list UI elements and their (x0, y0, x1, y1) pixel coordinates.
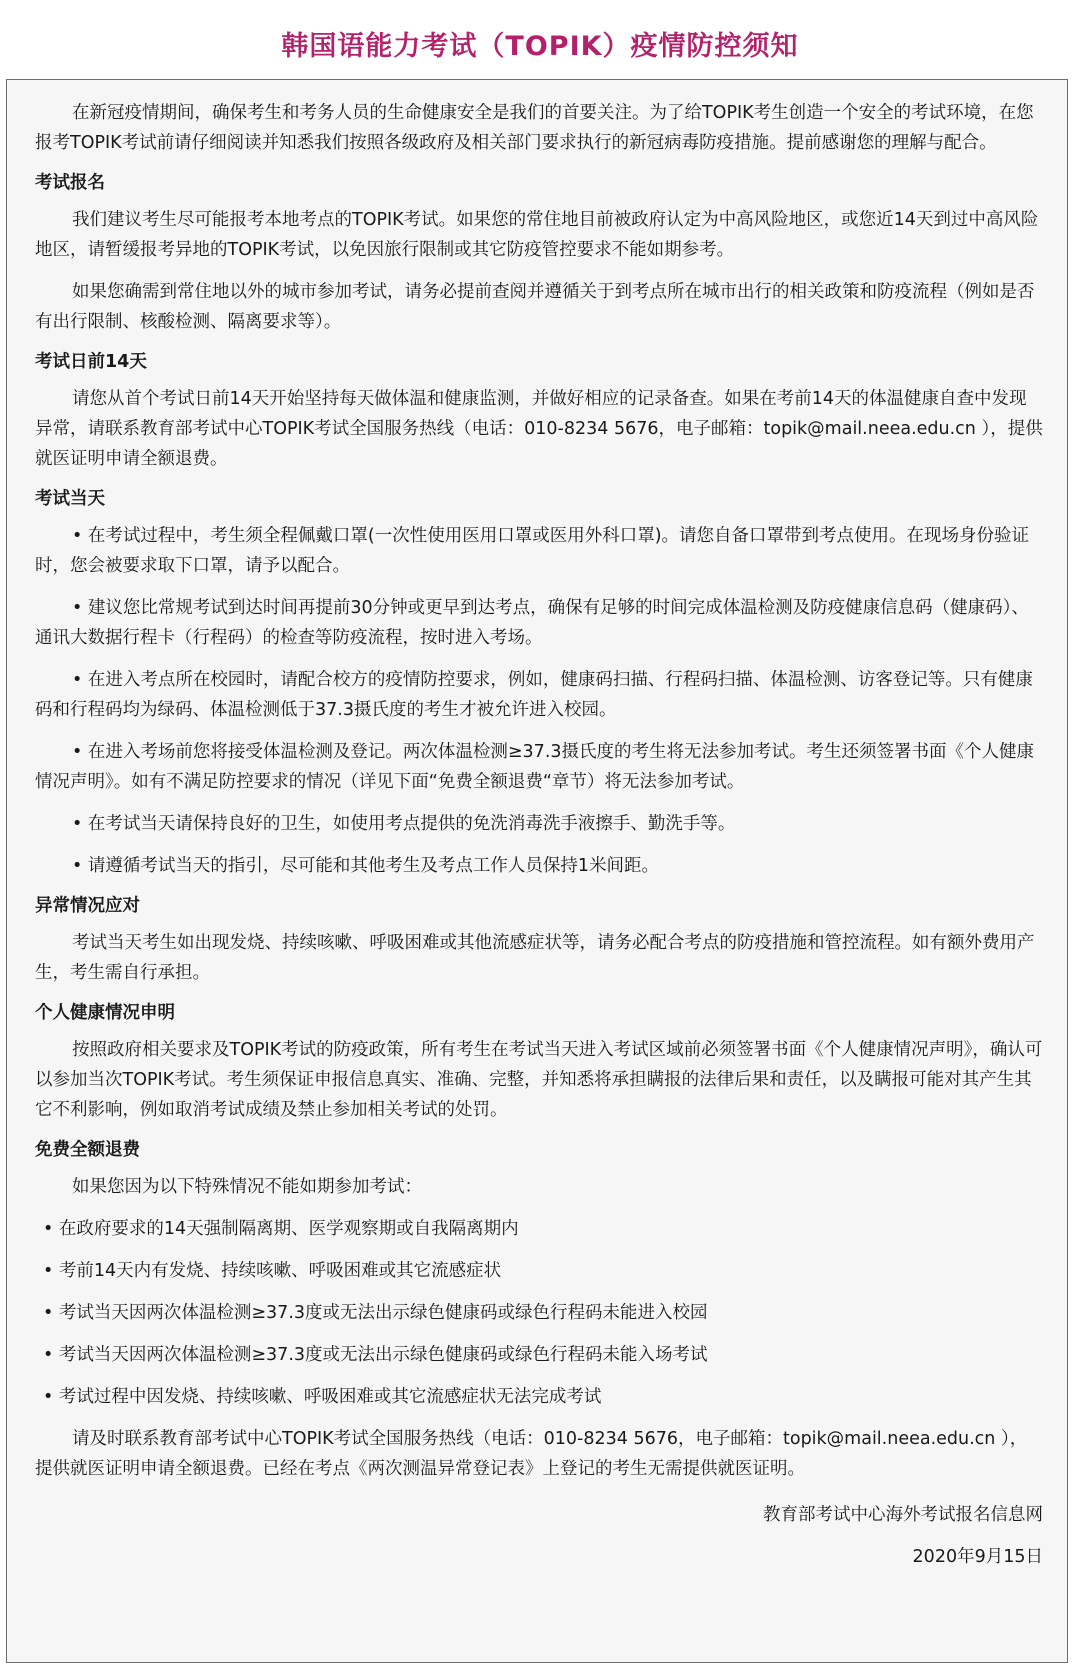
14-days-paragraph: 请您从首个考试日前14天开始坚持每天做体温和健康监测，并做好相应的记录备查。如果在考前14天的体温健康自查中发现异常，请联系教育部考试中心TOPIK考试全国服务热线（电话：010-8234 5676，电子邮箱：topik@mail.neea.edu.cn ），提供就医证明申请全额退费。 (35, 389, 1043, 469)
section-heading-exam-day: 考试当天 (35, 489, 105, 509)
refund-item: • 考试当天因两次体温检测≥37.3度或无法出示绿色健康码或绿色行程码未能进入校园 (43, 1303, 708, 1323)
notice-box (6, 79, 1068, 1663)
refund-item: • 考前14天内有发烧、持续咳嗽、呼吸困难或其它流感症状 (43, 1261, 502, 1281)
section-heading-health-declaration: 个人健康情况申明 (35, 1003, 175, 1023)
refund-contact-paragraph: 请及时联系教育部考试中心TOPIK考试全国服务热线（电话：010-8234 5676，电子邮箱：topik@mail.neea.edu.cn ），提供就医证明申请全额退费。已经在考点《两次测温异常登记表》上登记的考生无需提供就医证明。 (35, 1429, 1028, 1479)
footer-date: 2020年9月15日 (912, 1547, 1043, 1567)
exam-day-item: • 在考试过程中，考生须全程佩戴口罩(一次性使用医用口罩或医用外科口罩)。请您自备口罩带到考点使用。在现场身份验证时，您会被要求取下口罩，请予以配合。 (35, 526, 1030, 576)
refund-intro: 如果您因为以下特殊情况不能如期参加考试： (72, 1177, 422, 1197)
abnormal-paragraph: 考试当天考生如出现发烧、持续咳嗽、呼吸困难或其他流感症状等，请务必配合考点的防疫措施和管控流程。如有额外费用产生，考生需自行承担。 (35, 933, 1035, 983)
exam-day-item: • 在考试当天请保持良好的卫生，如使用考点提供的免洗消毒洗手液擦手、勤洗手等。 (72, 814, 736, 834)
exam-day-item: • 请遵循考试当天的指引，尽可能和其他考生及考点工作人员保持1米间距。 (72, 856, 660, 876)
exam-day-item: • 在进入考点所在校园时，请配合校方的疫情防控要求，例如，健康码扫描、行程码扫描、体温检测、访客登记等。只有健康码和行程码均为绿码、体温检测低于37.3摄氏度的考生才被允许进入校园。 (35, 670, 1033, 720)
section-heading-14-days: 考试日前14天 (35, 352, 147, 372)
footer-organization: 教育部考试中心海外考试报名信息网 (763, 1505, 1043, 1525)
exam-day-item: • 在进入考场前您将接受体温检测及登记。两次体温检测≥37.3摄氏度的考生将无法参加考试。考生还须签署书面《个人健康情况声明》。如有不满足防控要求的情况（详见下面“免费全额退费“章节）将无法参加考试。 (35, 742, 1035, 792)
registration-paragraph-2: 如果您确需到常住地以外的城市参加考试，请务必提前查阅并遵循关于到考点所在城市出行的相关政策和防疫流程（例如是否有出行限制、核酸检测、隔离要求等）。 (35, 282, 1035, 332)
health-declaration-paragraph: 按照政府相关要求及TOPIK考试的防疫政策，所有考生在考试当天进入考试区域前必须签署书面《个人健康情况声明》，确认可以参加当次TOPIK考试。考生须保证申报信息真实、准确、完整，并知悉将承担瞒报的法律后果和责任，以及瞒报可能对其产生其它不利影响，例如取消考试成绩及禁止参加相关考试的处罚。 (35, 1040, 1043, 1120)
intro-paragraph: 在新冠疫情期间，确保考生和考务人员的生命健康安全是我们的首要关注。为了给TOPIK考生创造一个安全的考试环境，在您报考TOPIK考试前请仔细阅读并知悉我们按照各级政府及相关部门要求执行的新冠病毒防疫措施。提前感谢您的理解与配合。 (35, 103, 1034, 153)
refund-item: • 在政府要求的14天强制隔离期、医学观察期或自我隔离期内 (43, 1219, 519, 1239)
refund-item: • 考试当天因两次体温检测≥37.3度或无法出示绿色健康码或绿色行程码未能入场考试 (43, 1345, 708, 1365)
registration-paragraph-1: 我们建议考生尽可能报考本地考点的TOPIK考试。如果您的常住地目前被政府认定为中高风险地区，或您近14天到过中高风险地区，请暂缓报考异地的TOPIK考试，以免因旅行限制或其它防疫管控要求不能如期参考。 (35, 210, 1039, 260)
exam-day-item: • 建议您比常规考试到达时间再提前30分钟或更早到达考点，确保有足够的时间完成体温检测及防疫健康信息码（健康码）、通讯大数据行程卡（行程码）的检查等防疫流程，按时进入考场。 (35, 598, 1029, 648)
section-heading-registration: 考试报名 (35, 173, 105, 193)
section-heading-abnormal: 异常情况应对 (35, 896, 140, 916)
page-title: 韩国语能力考试（TOPIK）疫情防控须知 (281, 31, 799, 62)
section-heading-refund: 免费全额退费 (35, 1140, 140, 1160)
refund-item: • 考试过程中因发烧、持续咳嗽、呼吸困难或其它流感症状无法完成考试 (43, 1387, 602, 1407)
